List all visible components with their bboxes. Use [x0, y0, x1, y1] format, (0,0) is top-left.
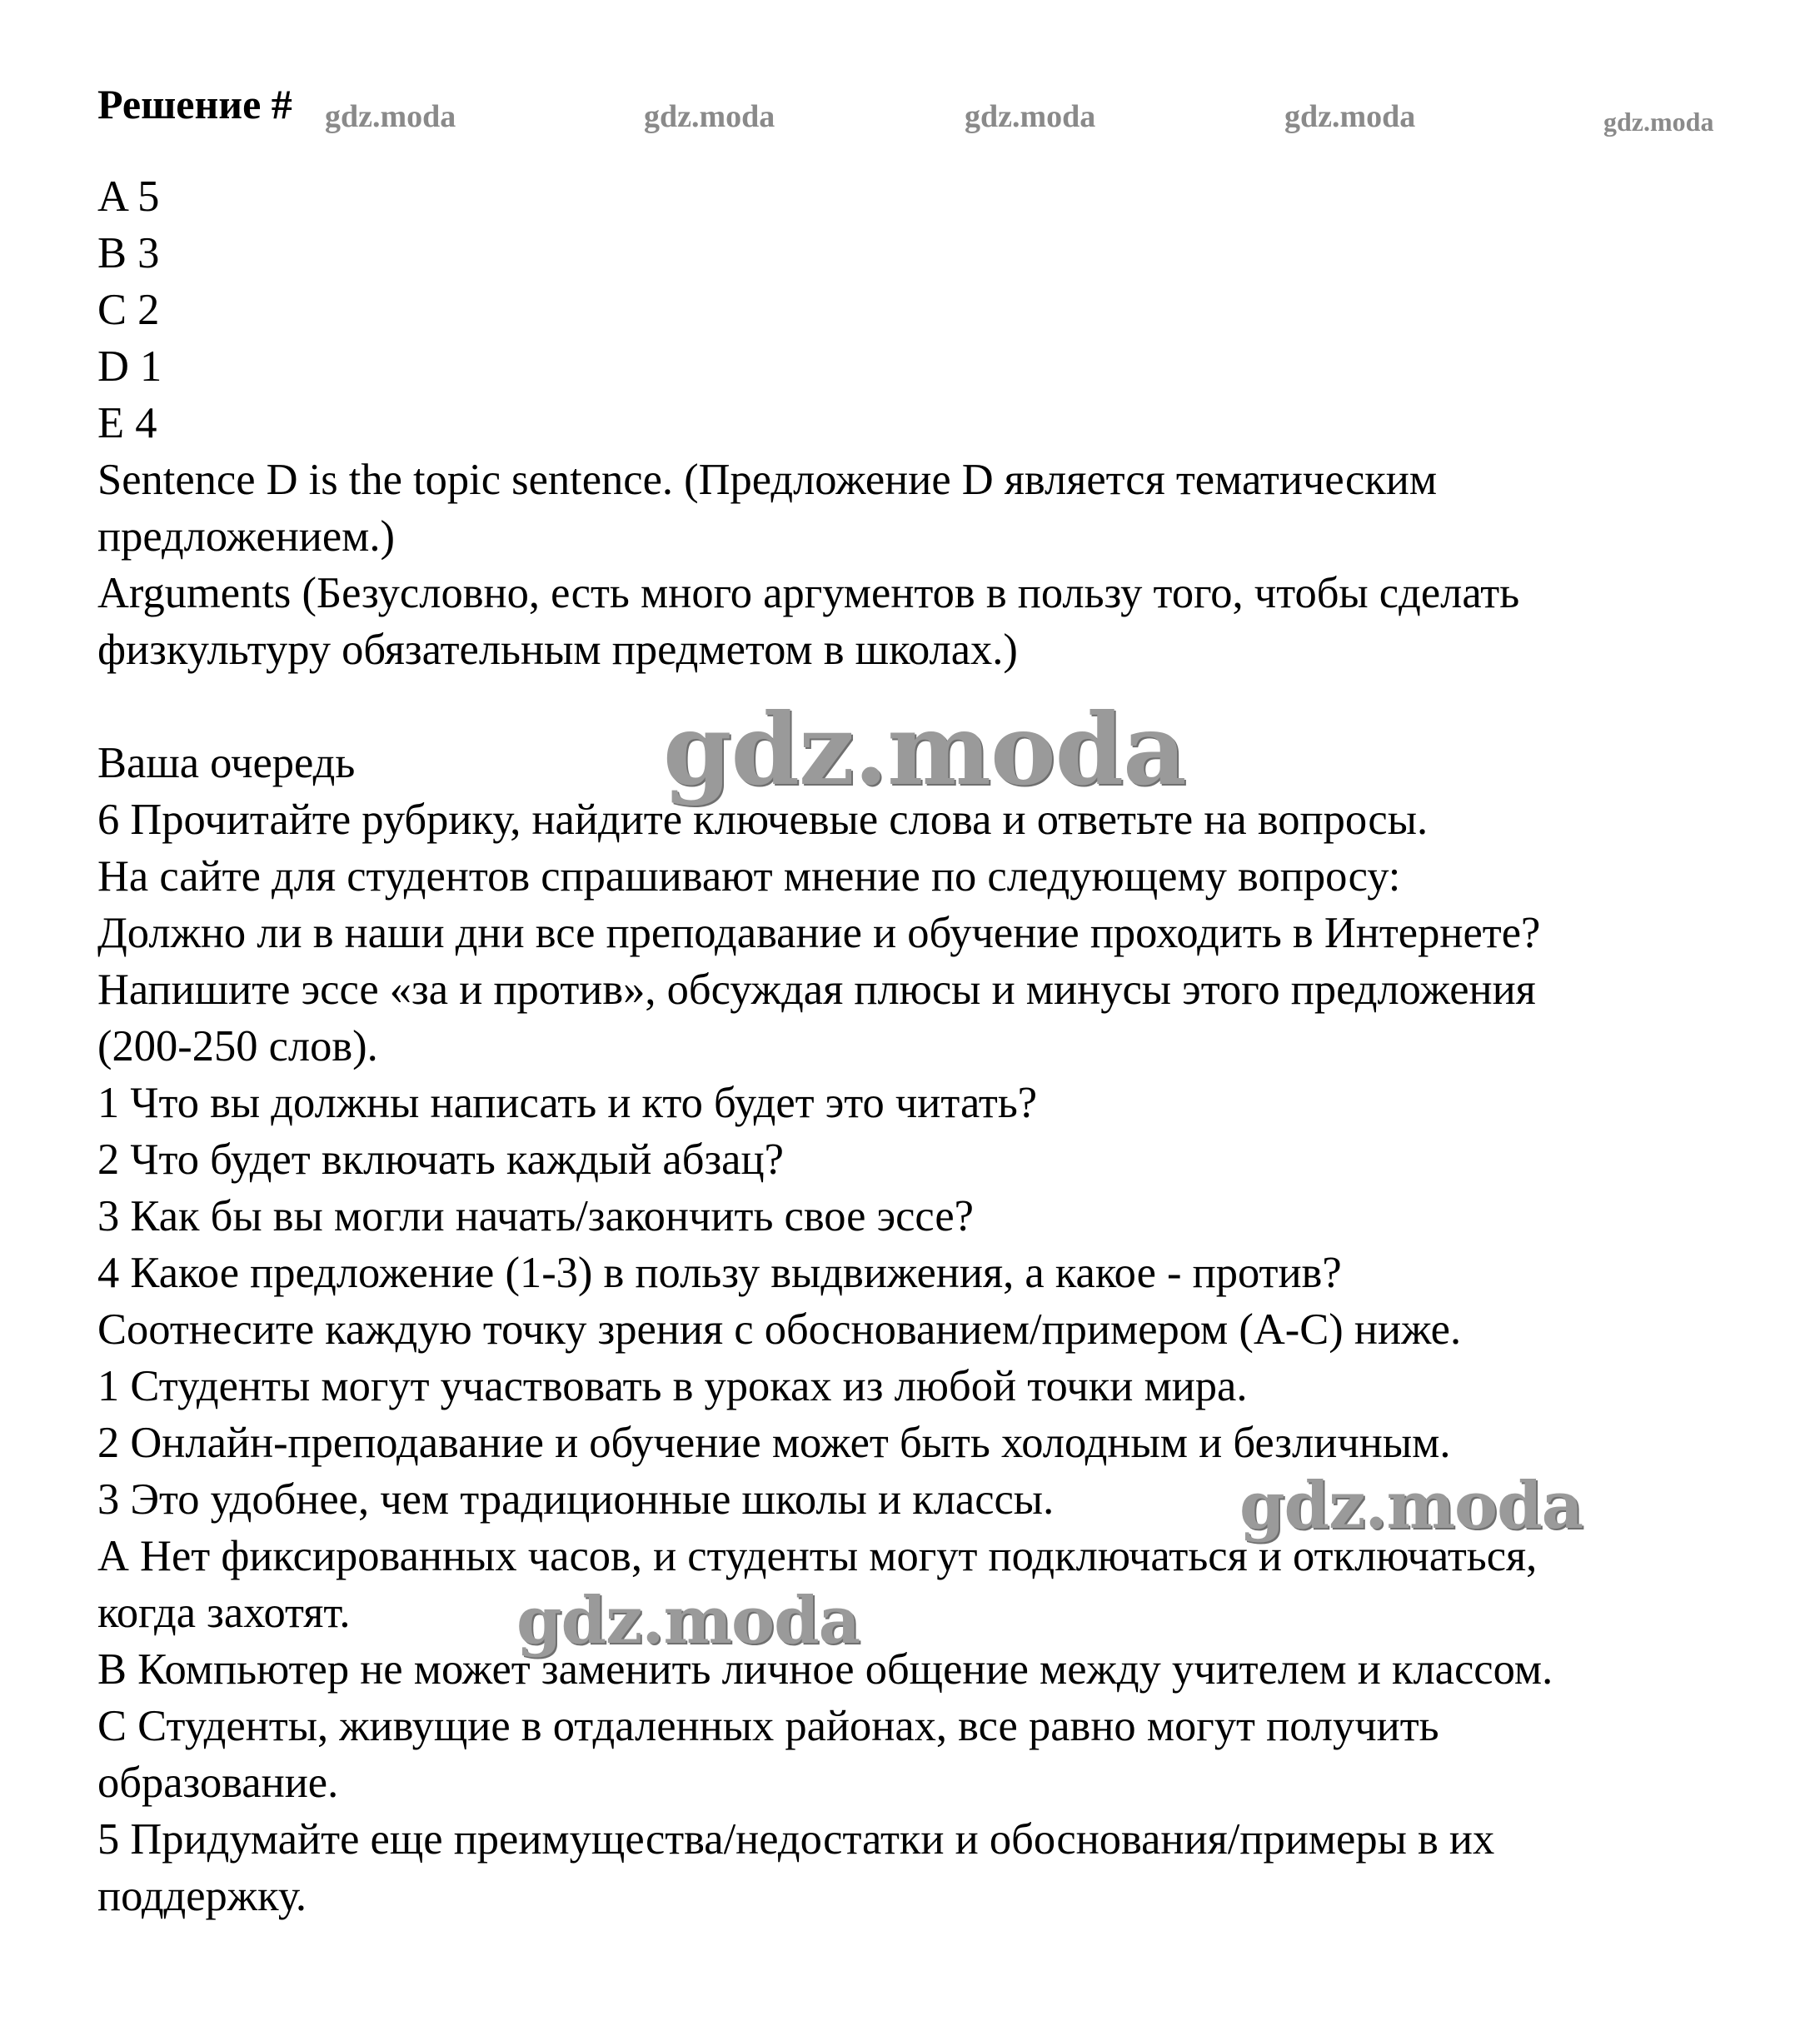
watermark-small: gdz.moda: [644, 99, 775, 134]
answer-line: C 2: [97, 286, 160, 334]
watermark-small: gdz.moda: [965, 99, 1096, 134]
task-line: 6 Прочитайте рубрику, найдите ключевые слова и ответьте на вопросы.: [97, 796, 1429, 844]
task-line: На сайте для студентов спрашивают мнение по следующему вопросу:: [97, 852, 1401, 901]
section-heading: Ваша очередь: [97, 739, 356, 787]
viewpoint-line: 2 Онлайн-преподавание и обучение может быть холодным и безличным.: [97, 1419, 1451, 1467]
justification-line: С Студенты, живущие в отдаленных районах, все равно могут получить: [97, 1702, 1439, 1750]
paragraph-line: физкультуру обязательным предметом в школах.): [97, 626, 1018, 674]
justification-line: А Нет фиксированных часов, и студенты могут подключаться и отключаться,: [97, 1532, 1538, 1580]
justification-line: В Компьютер не может заменить личное общение между учителем и классом.: [97, 1645, 1553, 1694]
paragraph-line: Arguments (Безусловно, есть много аргументов в пользу того, чтобы сделать: [97, 569, 1520, 617]
question-line: 3 Как бы вы могли начать/закончить свое эссе?: [97, 1192, 974, 1240]
task-line: (200-250 слов).: [97, 1022, 378, 1070]
answer-line: E 4: [97, 399, 157, 447]
paragraph-line: предложением.): [97, 512, 396, 561]
answer-line: B 3: [97, 229, 160, 277]
task-line: Напишите эссе «за и против», обсуждая плюсы и минусы этого предложения: [97, 966, 1536, 1014]
task-line: Соотнесите каждую точку зрения с обоснованием/примером (А-С) ниже.: [97, 1305, 1462, 1354]
task-line: Должно ли в наши дни все преподавание и обучение проходить в Интернете?: [97, 909, 1541, 957]
watermark-large: gdz.moda: [663, 691, 1186, 807]
watermark-small: gdz.moda: [325, 99, 456, 134]
page-title: Решение #: [97, 81, 292, 127]
watermark-large: gdz.moda: [516, 1583, 860, 1659]
paragraph-line: Sentence D is the topic sentence. (Предложение D является тематическим: [97, 456, 1438, 504]
viewpoint-line: 3 Это удобнее, чем традиционные школы и классы.: [97, 1475, 1055, 1524]
answer-line: D 1: [97, 342, 162, 391]
answer-line: A 5: [97, 172, 160, 221]
question-line: 1 Что вы должны написать и кто будет это читать?: [97, 1079, 1038, 1127]
task-line: 5 Придумайте еще преимущества/недостатки и обоснования/примеры в их: [97, 1815, 1495, 1864]
viewpoint-line: 1 Студенты могут участвовать в уроках из любой точки мира.: [97, 1362, 1248, 1410]
watermark-large: gdz.moda: [1239, 1468, 1583, 1544]
document-body: [97, 168, 1772, 1924]
watermark-small: gdz.moda: [1603, 107, 1714, 137]
task-line: поддержку.: [97, 1872, 307, 1920]
question-line: 2 Что будет включать каждый абзац?: [97, 1135, 784, 1184]
watermark-small: gdz.moda: [1284, 99, 1416, 134]
justification-line: образование.: [97, 1759, 339, 1807]
justification-line: когда захотят.: [97, 1589, 351, 1637]
question-line: 4 Какое предложение (1-3) в пользу выдвижения, а какое - против?: [97, 1249, 1342, 1297]
